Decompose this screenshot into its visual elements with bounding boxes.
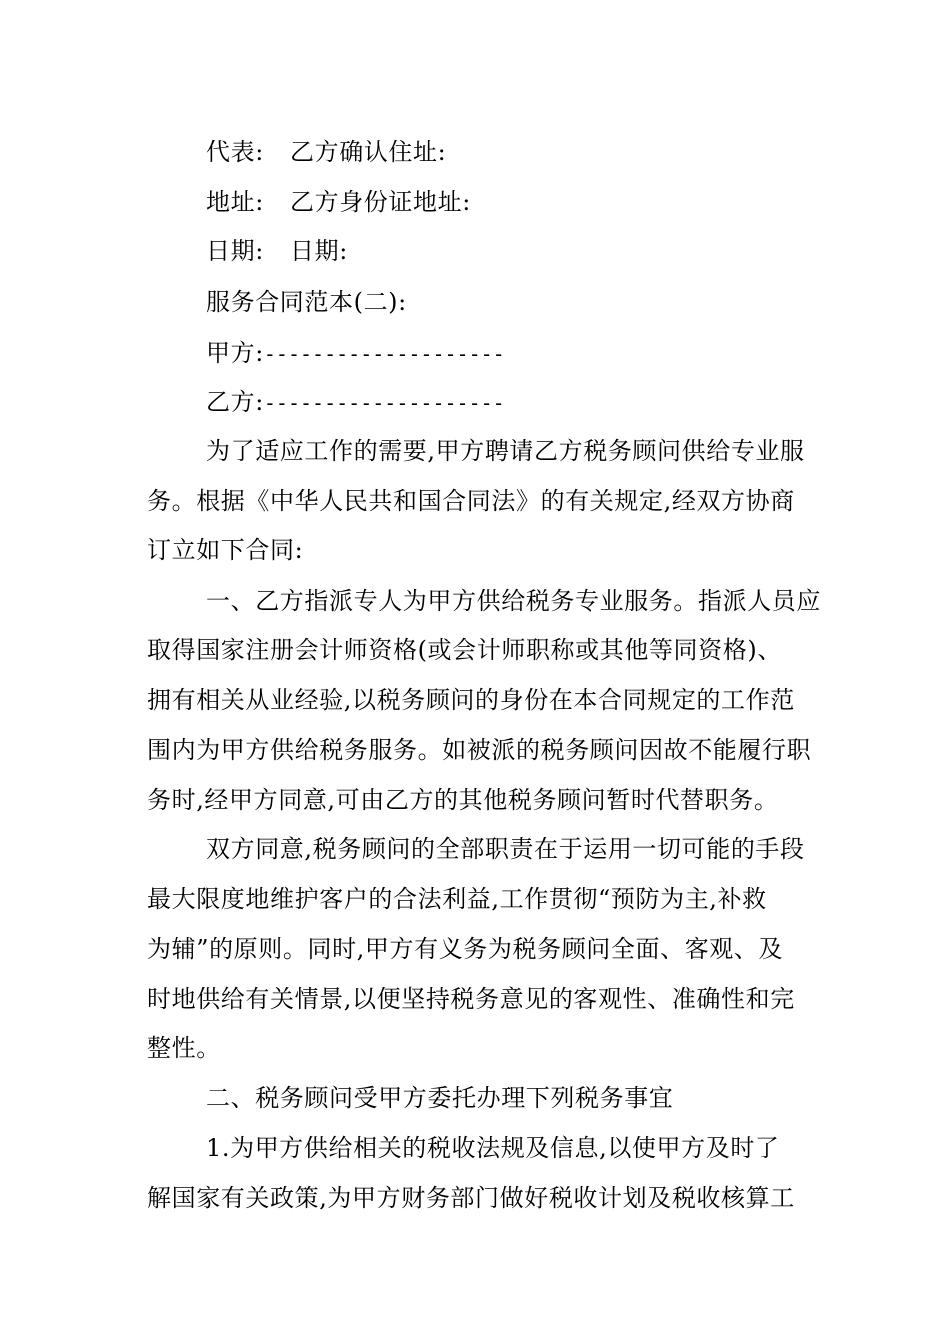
date-label-b: 日期: xyxy=(290,237,348,265)
paragraph-line: 务时,经甲方同意,可由乙方的其他税务顾问暂时代替职务。 xyxy=(147,786,779,814)
paragraph-line: 双方同意,税务顾问的全部职责在于运用一切可能的手段 xyxy=(206,835,805,863)
party-b-label: 乙方: xyxy=(206,388,264,416)
party-b-address-confirm-label: 乙方确认住址: xyxy=(290,138,447,166)
paragraph-line: 围内为甲方供给税务服务。如被派的税务顾问因故不能履行职 xyxy=(147,736,812,764)
paragraph-line: 解国家有关政策,为甲方财务部门做好税收计划及税收核算工 xyxy=(147,1184,795,1212)
paragraph-line: 1.为甲方供给相关的税收法规及信息,以使甲方及时了 xyxy=(206,1134,780,1162)
contract-title: 服务合同范本(二): xyxy=(206,288,407,316)
paragraph-line: 为辅”的原则。同时,甲方有义务为税务顾问全面、客观、及 xyxy=(147,935,784,963)
section-heading: 二、税务顾问受甲方委托办理下列税务事宜 xyxy=(206,1084,674,1112)
paragraph-line: 务。根据《中华人民共和国合同法》的有关规定,经双方协商 xyxy=(147,487,795,515)
paragraph-line: 时地供给有关情景,以便坚持税务意见的客观性、准确性和完 xyxy=(147,985,795,1013)
paragraph-line: 一、乙方指派专人为甲方供给税务专业服务。指派人员应 xyxy=(206,587,821,615)
party-a-row xyxy=(206,338,866,369)
paragraph-line: 最大限度地维护客户的合法利益,工作贯彻“预防为主,补救 xyxy=(147,885,767,913)
address-label: 地址: xyxy=(206,188,264,216)
address-row xyxy=(206,187,866,217)
paragraph-line: 订立如下合同: xyxy=(147,536,304,564)
party-b-row xyxy=(206,387,866,418)
representative-label: 代表: xyxy=(206,138,264,166)
party-b-blank: -------------------- xyxy=(263,391,505,415)
party-b-id-address-label: 乙方身份证地址: xyxy=(290,188,471,216)
date-label: 日期: xyxy=(206,237,264,265)
representative-row xyxy=(206,137,866,167)
date-row xyxy=(206,236,866,266)
party-a-label: 甲方: xyxy=(206,339,264,367)
paragraph-line: 为了适应工作的需要,甲方聘请乙方税务顾问供给专业服 xyxy=(206,437,805,465)
paragraph-line: 拥有相关从业经验,以税务顾问的身份在本合同规定的工作范 xyxy=(147,686,795,714)
paragraph-line: 取得国家注册会计师资格(或会计师职称或其他等同资格)、 xyxy=(147,636,782,664)
paragraph-line: 整性。 xyxy=(147,1034,221,1062)
party-a-blank: -------------------- xyxy=(263,342,505,366)
